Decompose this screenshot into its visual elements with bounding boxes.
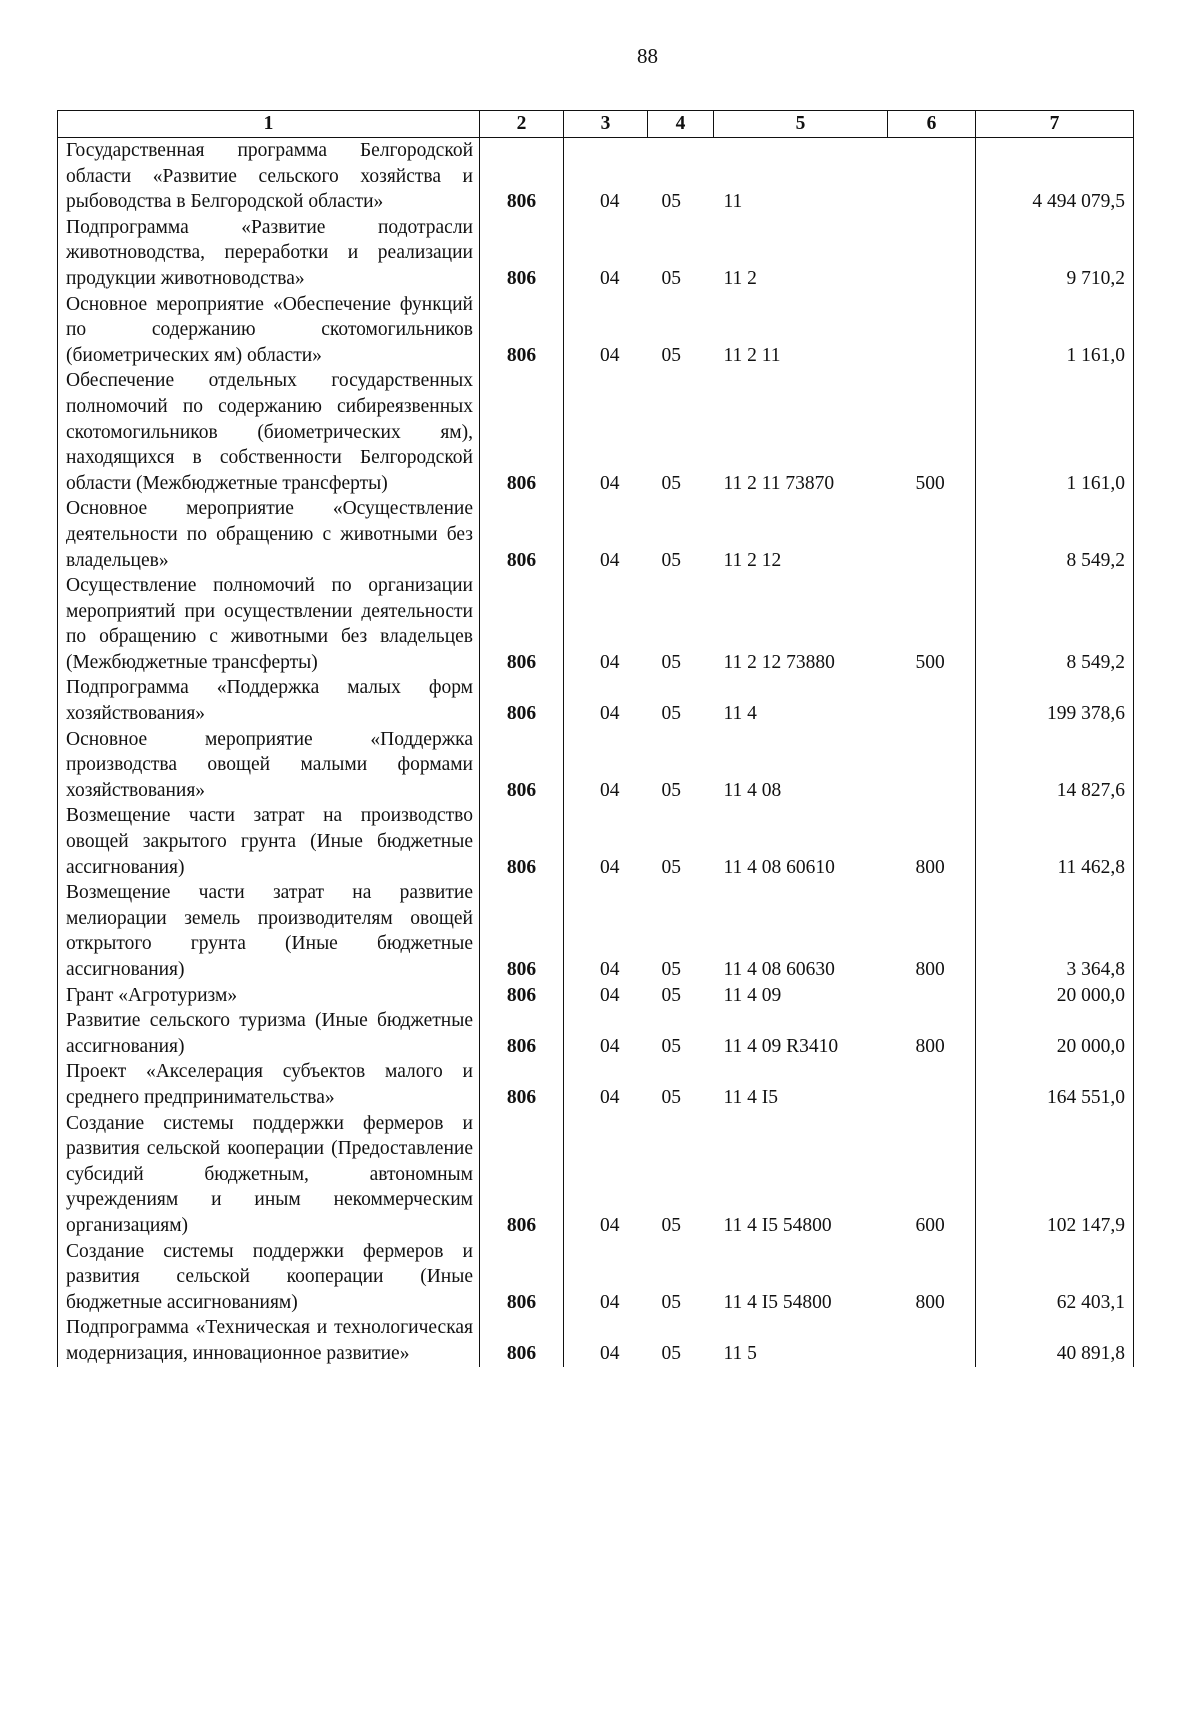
table-row xyxy=(58,1059,1134,1110)
row-code-6 xyxy=(888,727,976,804)
table-row xyxy=(58,727,1134,804)
row-name: Осуществление полномочий по организации мероприятий при осуществлении деятельности по обращению с животными без владельцев (Межбюджетные трансферты) xyxy=(58,573,480,675)
row-amount: 40 891,8 xyxy=(976,1315,1134,1366)
table-row xyxy=(58,138,1134,215)
row-code-6: 500 xyxy=(915,472,945,494)
header-cell-3: 3 xyxy=(564,111,648,138)
row-code-3: 04 xyxy=(600,1035,620,1057)
table-row xyxy=(58,368,1134,496)
row-name: Проект «Акселерация субъектов малого и среднего предпринимательства» xyxy=(58,1059,480,1110)
row-code-5: 11 2 11 xyxy=(723,344,781,366)
table-row xyxy=(58,1239,1134,1316)
row-code-3: 04 xyxy=(600,1291,620,1313)
table-row xyxy=(58,1111,1134,1239)
row-name: Создание системы поддержки фермеров и развития сельской кооперации (Предоставление субсидий бюджетным, автономным учреждениям и иным некоммерческим организациям) xyxy=(58,1111,480,1239)
row-code-6 xyxy=(888,1315,976,1366)
table-row xyxy=(58,675,1134,726)
row-code-5: 11 4 09 xyxy=(723,984,782,1006)
row-amount: 1 161,0 xyxy=(976,368,1134,496)
row-amount: 3 364,8 xyxy=(976,880,1134,982)
row-code-5: 11 4 08 60630 xyxy=(723,959,835,980)
row-code-3: 04 xyxy=(600,472,620,494)
row-code-6 xyxy=(888,292,976,369)
row-code-3: 04 xyxy=(600,267,620,289)
row-code-6 xyxy=(888,1059,976,1110)
row-code-6: 500 xyxy=(915,651,945,673)
row-code-2: 806 xyxy=(480,803,564,880)
row-name: Обеспечение отдельных государственных полномочий по содержанию сибиреязвенных скотомогильников (биометрических ям), находящихся в собственности Белгородской области (Межбюджетные трансферты) xyxy=(58,368,480,496)
row-code-3: 04 xyxy=(600,191,620,213)
row-code-4: 05 xyxy=(661,703,681,725)
table-row xyxy=(58,1315,1134,1366)
row-code-4: 05 xyxy=(661,1035,681,1057)
row-amount: 9 710,2 xyxy=(976,215,1134,292)
table-row xyxy=(58,292,1134,369)
row-code-4: 05 xyxy=(661,984,681,1006)
row-name: Подпрограмма «Техническая и технологическая модернизация, инновационное развитие» xyxy=(58,1315,480,1366)
row-code-2: 806 xyxy=(480,1008,564,1059)
budget-table xyxy=(57,110,1134,1367)
row-code-2: 806 xyxy=(480,727,564,804)
row-code-2: 806 xyxy=(480,1111,564,1239)
table-row xyxy=(58,803,1134,880)
row-code-5: 11 2 11 73870 xyxy=(723,472,835,494)
header-cell-2: 2 xyxy=(480,111,564,138)
table-row xyxy=(58,1008,1134,1059)
row-code-2: 806 xyxy=(480,368,564,496)
row-name: Подпрограмма «Развитие подотрасли животноводства, переработки и реализации продукции животноводства» xyxy=(58,215,480,292)
row-code-3: 04 xyxy=(600,344,620,366)
row-amount: 20 000,0 xyxy=(976,983,1134,1009)
row-code-6 xyxy=(888,983,976,1009)
header-row xyxy=(58,111,1134,138)
row-code-3: 04 xyxy=(600,959,620,980)
table-row xyxy=(58,496,1134,573)
row-code-4: 05 xyxy=(661,1291,681,1313)
row-code-5: 11 2 xyxy=(723,267,757,289)
row-code-2: 806 xyxy=(480,292,564,369)
row-name: Основное мероприятие «Осуществление деятельности по обращению с животными без владельцев» xyxy=(58,496,480,573)
row-code-4: 05 xyxy=(661,344,681,366)
row-code-4: 05 xyxy=(661,267,681,289)
row-code-3: 04 xyxy=(600,779,620,801)
table-row xyxy=(58,880,1134,982)
row-amount: 199 378,6 xyxy=(976,675,1134,726)
row-code-5: 11 2 12 73880 xyxy=(723,651,835,673)
row-code-3: 04 xyxy=(600,651,620,673)
row-code-6: 800 xyxy=(915,1291,945,1313)
row-code-6: 800 xyxy=(915,856,945,878)
row-code-3: 04 xyxy=(600,856,620,878)
row-code-2: 806 xyxy=(480,215,564,292)
row-code-6 xyxy=(888,675,976,726)
row-name: Государственная программа Белгородской области «Развитие сельского хозяйства и рыбоводства в Белгородской области» xyxy=(58,138,480,215)
table-row xyxy=(58,573,1134,675)
row-amount: 8 549,2 xyxy=(976,496,1134,573)
row-name: Основное мероприятие «Поддержка производства овощей малыми формами хозяйствования» xyxy=(58,727,480,804)
row-code-5: 11 4 08 xyxy=(723,779,782,801)
header-cell-7: 7 xyxy=(976,111,1134,138)
row-code-6 xyxy=(888,138,976,215)
row-code-2: 806 xyxy=(480,573,564,675)
row-code-5: 11 4 08 60610 xyxy=(723,856,835,878)
row-code-5: 11 2 12 xyxy=(723,549,782,571)
row-code-3: 04 xyxy=(600,549,620,571)
row-amount: 62 403,1 xyxy=(976,1239,1134,1316)
table-row xyxy=(58,983,1134,1009)
row-amount: 164 551,0 xyxy=(976,1059,1134,1110)
row-amount: 11 462,8 xyxy=(976,803,1134,880)
row-code-4: 05 xyxy=(661,1342,681,1364)
row-amount: 1 161,0 xyxy=(976,292,1134,369)
row-code-5: 11 4 I5 xyxy=(723,1086,779,1108)
row-amount: 20 000,0 xyxy=(976,1008,1134,1059)
row-code-5: 11 4 I5 54800 xyxy=(723,1291,832,1313)
row-code-6: 600 xyxy=(915,1214,945,1236)
row-code-2: 806 xyxy=(480,983,564,1009)
header-cell-1: 1 xyxy=(58,111,480,138)
row-code-3: 04 xyxy=(600,1086,620,1108)
row-name: Развитие сельского туризма (Иные бюджетные ассигнования) xyxy=(58,1008,480,1059)
row-amount: 8 549,2 xyxy=(976,573,1134,675)
row-code-2: 806 xyxy=(480,675,564,726)
header-cell-5: 5 xyxy=(714,111,888,138)
row-code-5: 11 4 09 R3410 xyxy=(723,1035,839,1057)
row-amount: 102 147,9 xyxy=(976,1111,1134,1239)
row-amount: 4 494 079,5 xyxy=(976,138,1134,215)
table-row xyxy=(58,215,1134,292)
row-code-3: 04 xyxy=(600,703,620,725)
row-code-4: 05 xyxy=(661,549,681,571)
row-code-2: 806 xyxy=(480,1059,564,1110)
row-code-3: 04 xyxy=(600,1342,620,1364)
row-name: Возмещение части затрат на развитие мелиорации земель производителям овощей открытого грунта (Иные бюджетные ассигнования) xyxy=(58,880,480,982)
row-code-4: 05 xyxy=(661,779,681,801)
row-code-6: 800 xyxy=(915,959,945,980)
row-name: Грант «Агротуризм» xyxy=(58,983,480,1009)
row-code-2: 806 xyxy=(480,496,564,573)
row-code-4: 05 xyxy=(661,651,681,673)
row-code-4: 05 xyxy=(661,191,681,213)
row-code-6 xyxy=(888,215,976,292)
row-code-2: 806 xyxy=(480,1239,564,1316)
row-code-3: 04 xyxy=(600,984,620,1006)
row-code-6: 800 xyxy=(915,1035,945,1057)
row-code-3: 04 xyxy=(600,1214,620,1236)
row-code-5: 11 xyxy=(723,191,743,213)
page-number: 88 xyxy=(637,44,658,68)
row-code-4: 05 xyxy=(661,1086,681,1108)
row-name: Основное мероприятие «Обеспечение функций по содержанию скотомогильников (биометрических ям) области» xyxy=(58,292,480,369)
row-name: Подпрограмма «Поддержка малых форм хозяйствования» xyxy=(58,675,480,726)
header-cell-6: 6 xyxy=(888,111,976,138)
row-code-4: 05 xyxy=(661,1214,681,1236)
header-cell-4: 4 xyxy=(648,111,714,138)
row-code-5: 11 4 xyxy=(723,703,757,725)
row-name: Создание системы поддержки фермеров и развития сельской кооперации (Иные бюджетные ассигнованиям) xyxy=(58,1239,480,1316)
row-name: Возмещение части затрат на производство овощей закрытого грунта (Иные бюджетные ассигнования) xyxy=(58,803,480,880)
row-code-4: 05 xyxy=(661,856,681,878)
row-code-2: 806 xyxy=(480,880,564,982)
row-code-2: 806 xyxy=(480,1315,564,1366)
row-code-4: 05 xyxy=(661,959,681,980)
row-amount: 14 827,6 xyxy=(976,727,1134,804)
row-code-2: 806 xyxy=(480,138,564,215)
row-code-6 xyxy=(888,496,976,573)
row-code-4: 05 xyxy=(661,472,681,494)
row-code-5: 11 5 xyxy=(723,1342,757,1364)
row-code-5: 11 4 I5 54800 xyxy=(723,1214,832,1236)
